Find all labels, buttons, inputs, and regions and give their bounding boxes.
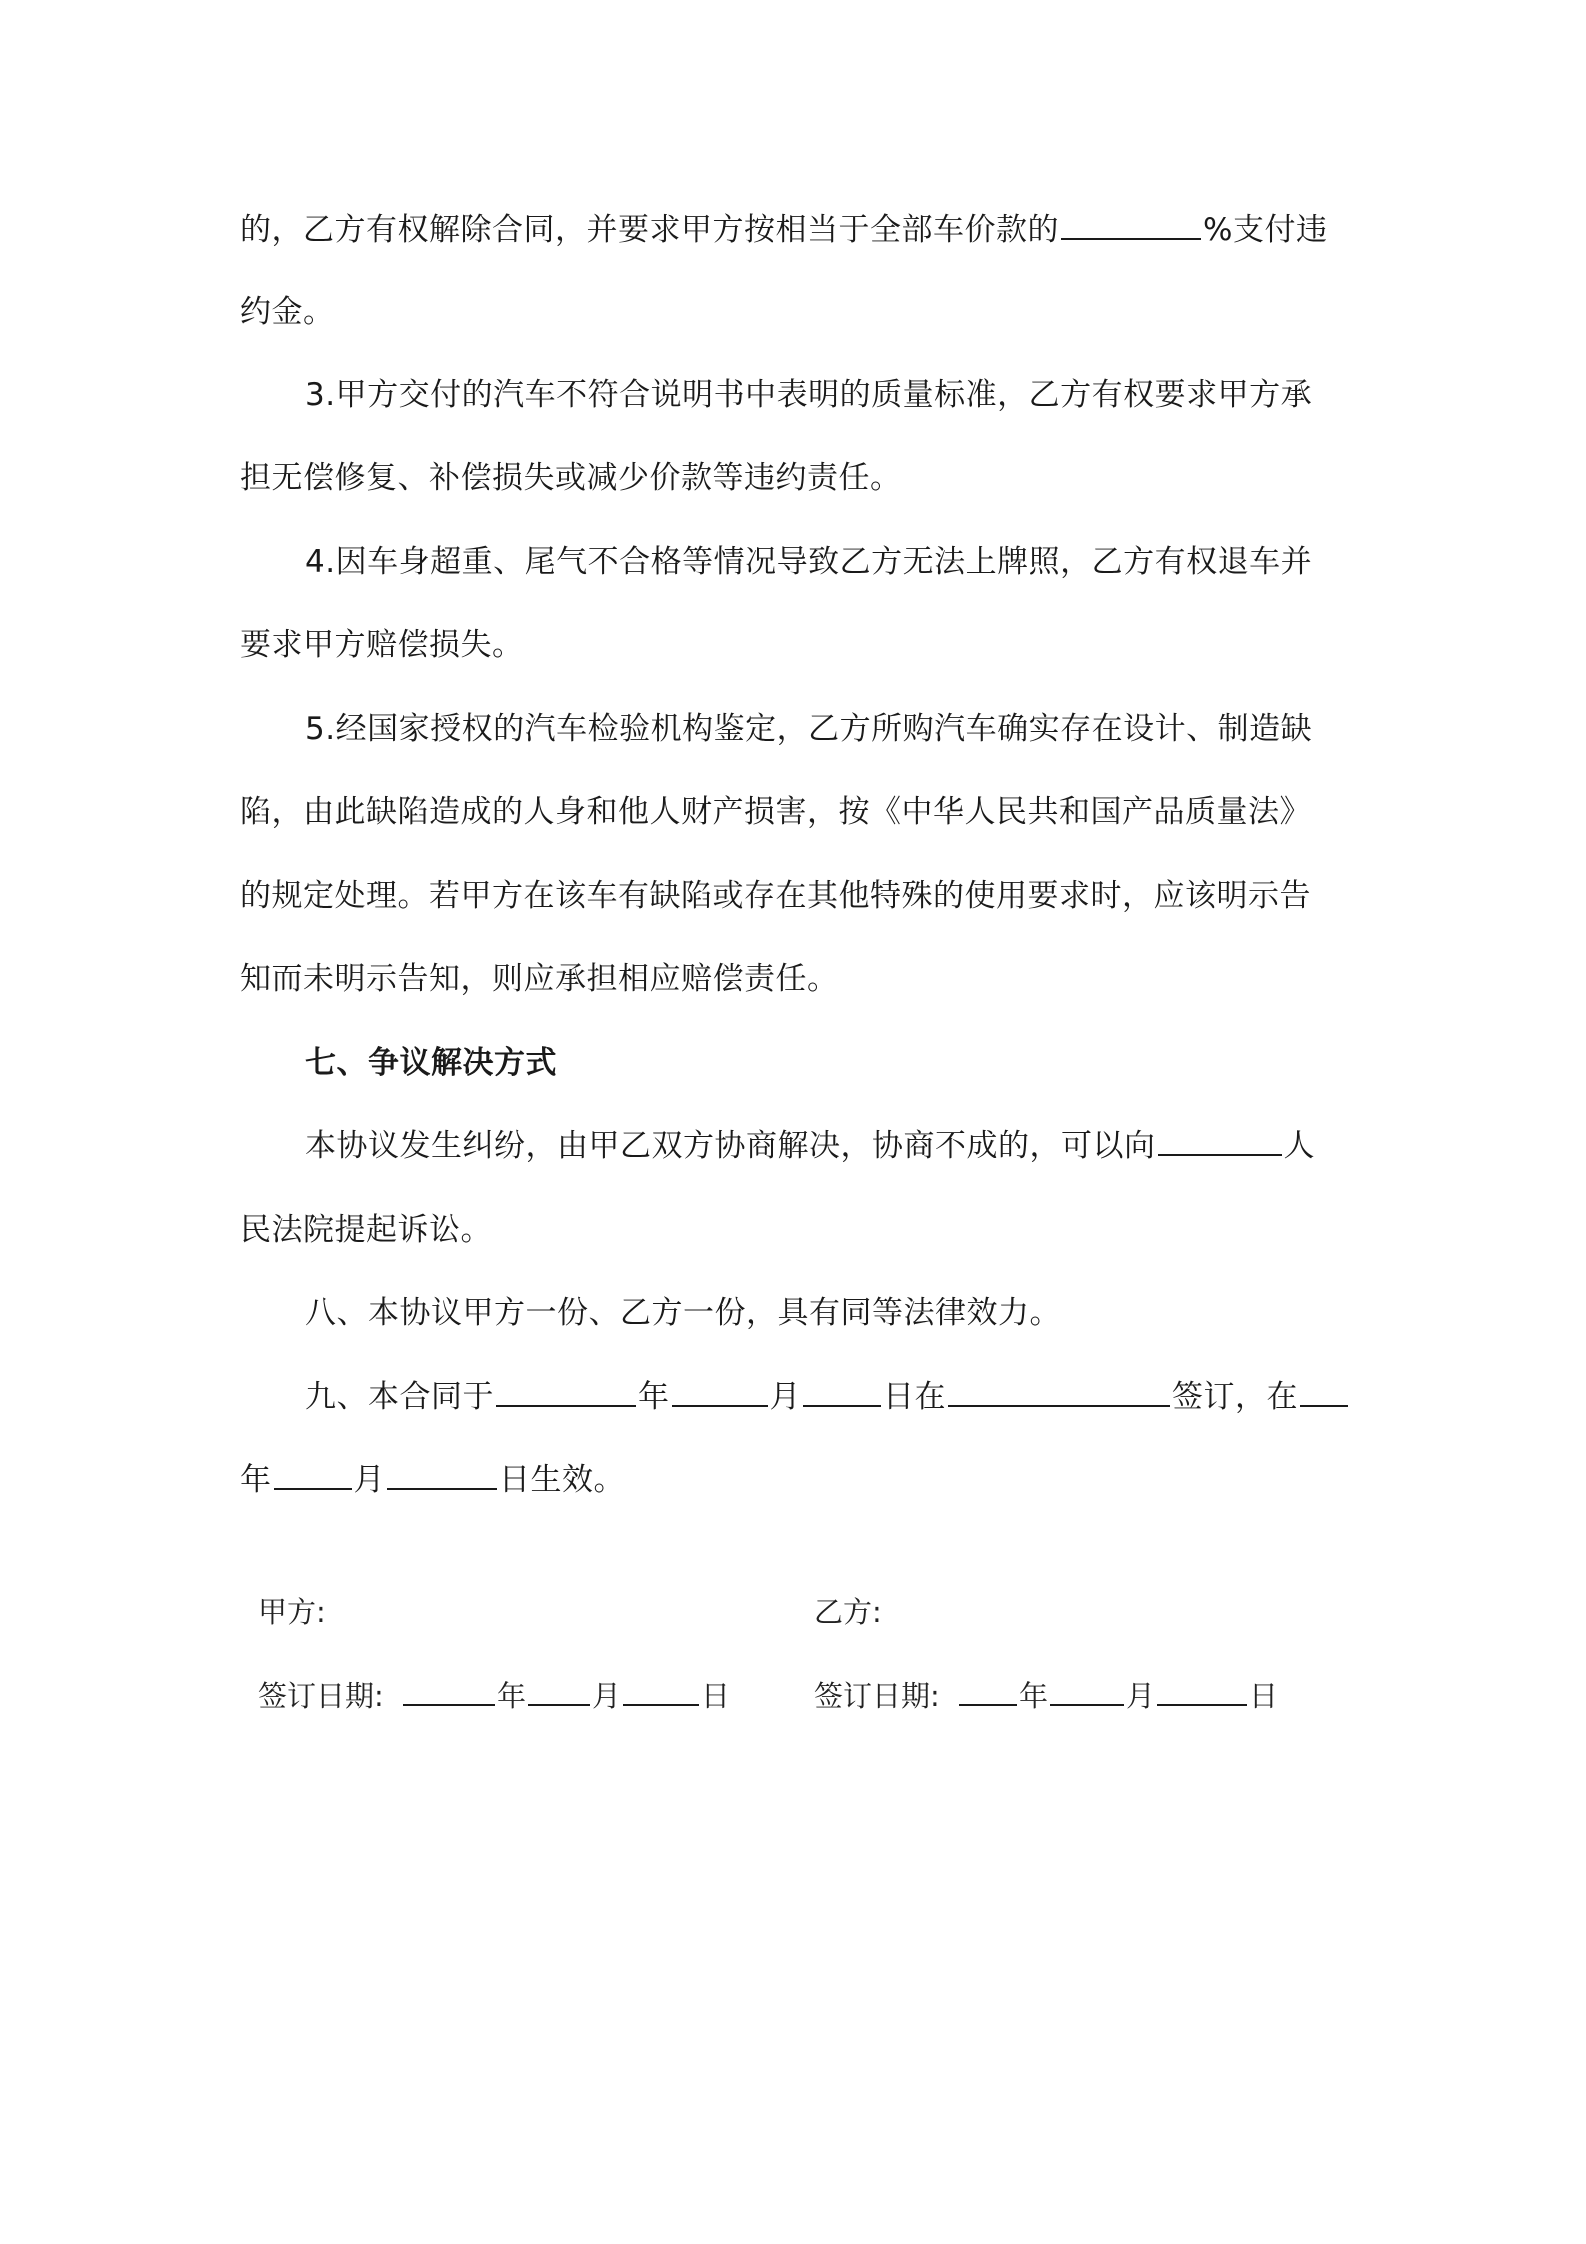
text: %支付违: [1203, 212, 1328, 248]
text: 年: [1019, 1679, 1049, 1713]
blank-field-effective-year: [1300, 1375, 1348, 1407]
text: 民法院提起诉讼。: [240, 1212, 492, 1248]
blank-field-court: [1158, 1124, 1282, 1156]
text: 月: [1126, 1679, 1156, 1713]
blank-field-b-day: [1157, 1676, 1247, 1706]
text: 日: [701, 1679, 731, 1713]
section-7-line: [305, 1124, 1315, 1168]
text: 乙方:: [814, 1595, 882, 1629]
clause-3-line: [305, 373, 1312, 417]
clause-5-line: [240, 874, 1311, 918]
blank-field-year: [496, 1375, 636, 1407]
blank-field-month: [672, 1375, 768, 1407]
blank-field-b-month: [1050, 1676, 1124, 1706]
party-a-label: [258, 1592, 326, 1632]
blank-field-effective-day: [387, 1458, 497, 1490]
text: 的规定处理。若甲方在该车有缺陷或存在其他特殊的使用要求时，应该明示告: [240, 878, 1311, 914]
party-b-label: [814, 1592, 882, 1632]
clause-5-line: [240, 790, 1311, 834]
blank-field-place: [948, 1375, 1170, 1407]
text: 担无偿修复、补偿损失或减少价款等违约责任。: [240, 460, 902, 496]
paragraph-line: [240, 290, 335, 334]
clause-4-line: [305, 540, 1312, 584]
blank-field-day: [803, 1375, 881, 1407]
text: 月: [769, 1379, 801, 1415]
text: 日生效。: [499, 1462, 625, 1498]
text: 签订日期:: [258, 1679, 384, 1713]
text: 甲方:: [258, 1595, 326, 1629]
clause-5-line: [240, 957, 839, 1001]
section-9-line: [305, 1375, 1350, 1419]
clause-5-line: [305, 707, 1312, 751]
text: 3.甲方交付的汽车不符合说明书中表明的质量标准，乙方有权要求甲方承: [305, 377, 1313, 413]
text: 月: [592, 1679, 622, 1713]
text: 签订，在: [1172, 1379, 1298, 1415]
blank-field-b-year: [959, 1676, 1017, 1706]
section-7-line: [240, 1208, 492, 1252]
text: 4.因车身超重、尾气不合格等情况导致乙方无法上牌照，乙方有权退车并: [305, 544, 1313, 580]
text: 年: [240, 1462, 272, 1498]
text: 日: [1249, 1679, 1279, 1713]
heading-text: 七、争议解决方式: [305, 1045, 557, 1081]
blank-field-percent: [1061, 208, 1201, 240]
text: 的，乙方有权解除合同，并要求甲方按相当于全部车价款的: [240, 212, 1059, 248]
clause-3-line: [240, 456, 902, 500]
section-7-heading: [305, 1041, 557, 1085]
text: 要求甲方赔偿损失。: [240, 627, 524, 663]
text: 年: [497, 1679, 527, 1713]
text: 5.经国家授权的汽车检验机构鉴定，乙方所购汽车确实存在设计、制造缺: [305, 711, 1313, 747]
paragraph-line: [240, 208, 1327, 252]
text: 月: [353, 1462, 385, 1498]
text: 人: [1283, 1128, 1315, 1164]
text: 八、本协议甲方一份、乙方一份，具有同等法律效力。: [305, 1295, 1061, 1331]
text: 约金。: [240, 294, 335, 330]
text: 日在: [883, 1379, 946, 1415]
text: 年: [638, 1379, 670, 1415]
text: 九、本合同于: [305, 1379, 494, 1415]
blank-field-a-day: [623, 1676, 699, 1706]
text: 本协议发生纠纷，由甲乙双方协商解决，协商不成的，可以向: [305, 1128, 1156, 1164]
blank-field-effective-month: [274, 1458, 352, 1490]
section-9-line: [240, 1458, 625, 1502]
blank-field-a-month: [528, 1676, 590, 1706]
text: 知而未明示告知，则应承担相应赔偿责任。: [240, 961, 839, 997]
blank-field-a-year: [403, 1676, 495, 1706]
text: 签订日期:: [814, 1679, 940, 1713]
clause-4-line: [240, 623, 524, 667]
section-8-line: [305, 1291, 1061, 1335]
party-b-sign-date: [814, 1676, 1278, 1716]
text: 陷，由此缺陷造成的人身和他人财产损害，按《中华人民共和国产品质量法》: [240, 794, 1311, 830]
party-a-sign-date: [258, 1676, 730, 1716]
